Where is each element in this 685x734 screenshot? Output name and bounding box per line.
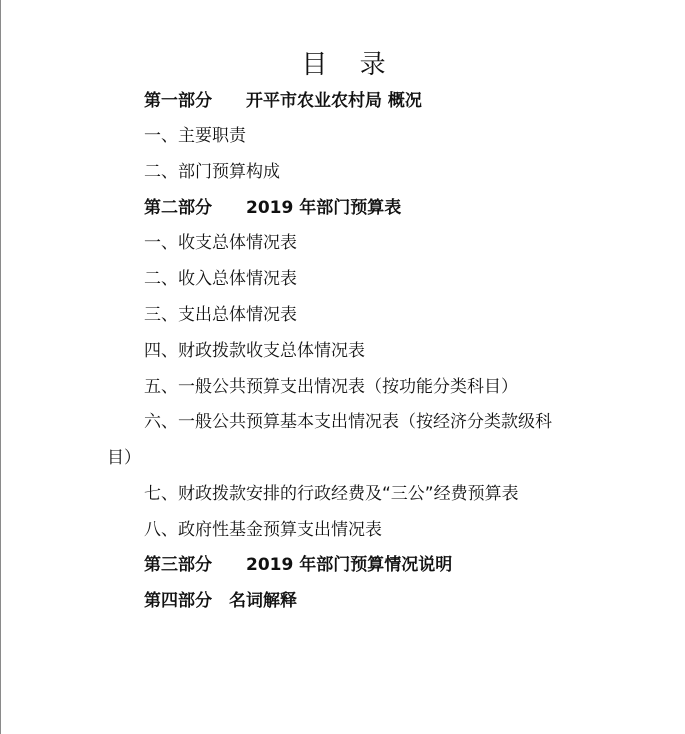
toc-part-3: 第三部分 2019 年部门预算情况说明 [144,555,453,575]
toc-item: 五、一般公共预算支出情况表（按功能分类科目） [144,377,518,397]
toc-item: 四、财政拨款收支总体情况表 [144,341,365,361]
toc-part-1: 第一部分 开平市农业农村局 概况 [144,91,422,111]
toc-item: 二、部门预算构成 [144,162,280,182]
page-title: 目 录 [301,50,398,80]
toc-item: 七、财政拨款安排的行政经费及“三公”经费预算表 [144,484,519,504]
toc-item: 一、主要职责 [144,126,246,146]
toc-item: 八、政府性基金预算支出情况表 [144,520,382,540]
toc-part-2: 第二部分 2019 年部门预算表 [144,198,402,218]
toc-item: 一、收支总体情况表 [144,233,297,253]
toc-item: 二、收入总体情况表 [144,269,297,289]
toc-item-continuation: 目） [107,448,141,468]
toc-item: 三、支出总体情况表 [144,305,297,325]
toc-item: 六、一般公共预算基本支出情况表（按经济分类款级科 [144,412,552,432]
toc-part-4: 第四部分 名词解释 [144,591,297,611]
